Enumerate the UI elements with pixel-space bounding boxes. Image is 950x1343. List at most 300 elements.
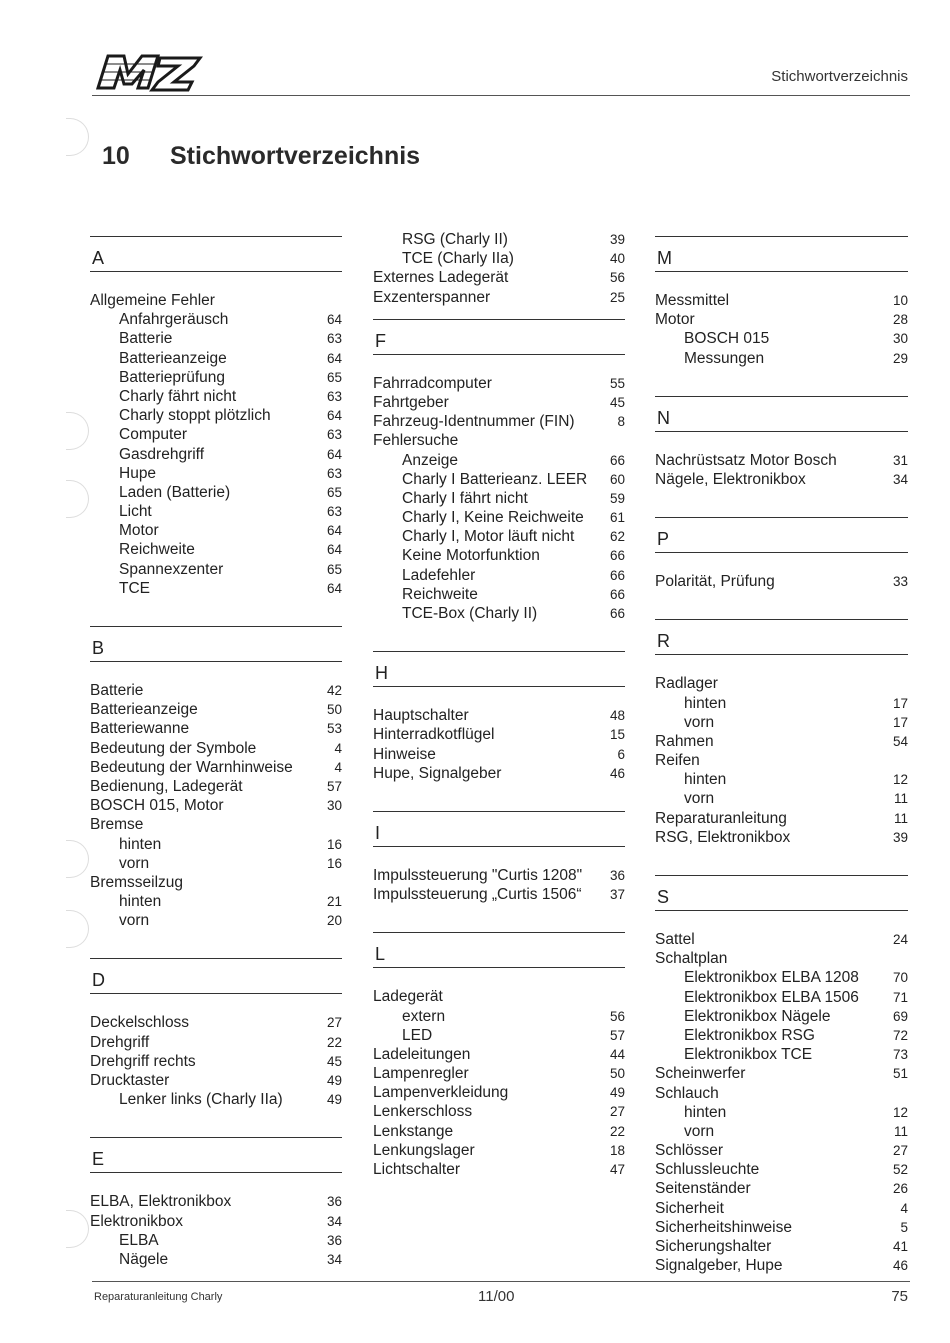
entry-term: Impulssteuerung "Curtis 1208" — [373, 866, 583, 884]
entry-page: 50 — [609, 1066, 625, 1082]
entry-term: Allgemeine Fehler — [90, 292, 215, 309]
index-entry — [90, 758, 342, 777]
footer-divider — [92, 1281, 910, 1282]
index-subentry — [373, 470, 625, 489]
entry-page: 27 — [609, 1104, 625, 1120]
entry-term: Messungen — [684, 349, 765, 367]
entry-term: vorn — [119, 854, 150, 872]
entry-term: Reichweite — [402, 585, 478, 603]
index-subentry — [90, 579, 342, 598]
entry-term: Schlauch — [655, 1084, 719, 1102]
entry-page: 64 — [326, 542, 342, 558]
index-subentry — [373, 249, 625, 268]
footer-date: 11/00 — [478, 1288, 515, 1305]
index-subentry — [90, 1090, 342, 1109]
chapter-heading — [102, 142, 420, 171]
entry-page: 11 — [893, 1123, 908, 1139]
entry-page: 66 — [609, 606, 625, 621]
entry-page: 57 — [609, 1027, 625, 1043]
index-subentry — [90, 329, 342, 348]
entry-term: Lichtschalter — [373, 1161, 461, 1178]
index-subentry — [373, 451, 625, 470]
entry-term: Charly I, Motor läuft nicht — [402, 528, 575, 546]
entry-page: 63 — [326, 388, 342, 404]
index-column-3 — [655, 228, 908, 1295]
index-subentry — [373, 489, 625, 508]
entry-term: Batteriewanne — [90, 720, 190, 738]
entry-page: 5 — [900, 1219, 908, 1235]
entry-term: Drucktaster — [90, 1072, 170, 1089]
index-entry — [373, 725, 625, 744]
punch-hole — [66, 910, 89, 948]
entry-term: vorn — [119, 912, 150, 930]
entry-page: 49 — [609, 1085, 625, 1101]
index-section — [655, 236, 908, 368]
index-section — [373, 651, 625, 783]
index-entry — [655, 674, 908, 693]
index-subentry — [655, 694, 908, 713]
section-letter-header — [655, 517, 908, 553]
entry-page: 34 — [326, 1251, 342, 1267]
section-letter-header — [655, 619, 908, 655]
index-section — [90, 626, 342, 930]
entry-page: 39 — [892, 829, 908, 845]
entry-term: RSG, Elektronikbox — [655, 828, 791, 846]
entry-term: Signalgeber, Hupe — [655, 1257, 783, 1275]
index-entry — [90, 873, 342, 892]
section-letter-header — [373, 319, 625, 355]
entry-term: Batterieanzeige — [90, 701, 198, 719]
index-entry — [655, 1064, 908, 1083]
entry-page: 8 — [617, 414, 625, 430]
entry-term: Deckelschloss — [90, 1014, 190, 1032]
index-subentry — [655, 1122, 908, 1141]
index-subentry — [373, 546, 625, 565]
section-letter: D — [92, 970, 105, 991]
section-letter: I — [375, 822, 381, 843]
entry-page: 63 — [326, 465, 342, 481]
entry-page: 36 — [326, 1194, 342, 1210]
entry-term: Polarität, Prüfung — [655, 573, 775, 591]
entry-term: Fahrtgeber — [373, 393, 449, 411]
index-subentry — [90, 310, 342, 329]
entry-page: 47 — [609, 1162, 625, 1177]
entry-page: 22 — [326, 1034, 342, 1050]
entry-page: 30 — [326, 798, 342, 814]
entry-term: Bremsseilzug — [90, 873, 184, 891]
entry-term: Spannexzenter — [119, 560, 224, 578]
entry-page: 25 — [609, 289, 625, 305]
index-subentry — [373, 527, 625, 546]
entry-term: Radlager — [655, 675, 718, 693]
index-entry — [373, 1064, 625, 1083]
index-subentry — [655, 349, 908, 368]
entry-page: 66 — [609, 548, 625, 564]
index-subentry — [90, 892, 342, 911]
entry-term: Lenkungslager — [373, 1141, 475, 1159]
index-section — [90, 1137, 342, 1269]
index-entry — [655, 828, 908, 847]
entry-page: 63 — [326, 427, 342, 443]
entry-page: 46 — [609, 765, 625, 781]
entry-term: Nägele — [119, 1250, 169, 1268]
entry-term: TCE (Charly IIa) — [402, 250, 514, 268]
entry-page: 30 — [892, 331, 908, 347]
index-entry — [90, 1192, 342, 1211]
index-entry — [90, 1013, 342, 1032]
index-column-2 — [373, 228, 625, 1199]
entry-term: BOSCH 015, Motor — [90, 797, 224, 815]
index-subentry — [90, 911, 342, 930]
entry-term: Elektronikbox TCE — [684, 1046, 813, 1064]
section-letter-header — [373, 811, 625, 847]
punch-hole — [66, 480, 89, 518]
entry-page: 4 — [900, 1200, 908, 1216]
entry-term: Bedienung, Ladegerät — [90, 777, 243, 795]
entry-page: 64 — [326, 580, 342, 596]
index-section — [90, 958, 342, 1109]
entry-page: 31 — [892, 452, 908, 468]
entry-page: 33 — [892, 574, 908, 590]
index-entry — [655, 1237, 908, 1256]
entry-page — [603, 431, 625, 450]
index-entry — [90, 1052, 342, 1071]
entry-term: Lampenregler — [373, 1065, 469, 1083]
index-entry — [373, 1045, 625, 1064]
entry-page: 12 — [892, 772, 908, 788]
index-entry — [373, 706, 625, 725]
chapter-number: 10 — [102, 142, 130, 170]
continued-entries — [373, 230, 625, 307]
index-entry — [373, 1141, 625, 1160]
section-letter: S — [657, 887, 670, 907]
entry-page: 29 — [892, 350, 908, 366]
entry-term: hinten — [119, 893, 162, 911]
entry-page: 66 — [609, 586, 625, 602]
page-number: 75 — [891, 1288, 908, 1305]
entry-term: Batterieanzeige — [119, 349, 227, 367]
section-letter-header — [655, 236, 908, 272]
header-title: Stichwortverzeichnis — [771, 68, 908, 85]
entry-term: RSG (Charly II) — [402, 231, 508, 248]
index-entry — [373, 866, 625, 885]
entry-page: 28 — [892, 312, 908, 328]
entry-term: Lenkstange — [373, 1122, 454, 1140]
section-letter: H — [375, 663, 388, 684]
entry-term: Lenkerschloss — [373, 1103, 473, 1121]
entry-term: Reparaturanleitung — [655, 809, 787, 827]
entry-page: 17 — [892, 695, 908, 711]
section-letter-header — [90, 958, 342, 994]
entry-page: 45 — [609, 394, 625, 410]
entry-term: Sicherheit — [655, 1199, 724, 1217]
entry-page — [886, 751, 908, 770]
index-entry — [655, 1199, 908, 1218]
entry-term: Rahmen — [655, 732, 714, 750]
section-letter-header — [90, 236, 342, 272]
index-subentry — [90, 425, 342, 444]
index-section — [90, 236, 342, 598]
section-letter-header — [655, 875, 908, 911]
index-entry — [655, 1084, 908, 1103]
entry-term: Elektronikbox Nägele — [684, 1007, 831, 1025]
entry-page: 39 — [609, 232, 625, 247]
index-entry — [373, 1083, 625, 1102]
entry-term: TCE-Box (Charly II) — [402, 605, 538, 622]
entry-page: 4 — [334, 740, 342, 756]
index-entry — [655, 310, 908, 329]
entry-page: 71 — [892, 989, 908, 1005]
entry-term: Nägele, Elektronikbox — [655, 470, 806, 488]
index-subentry — [90, 1250, 342, 1269]
entry-term: Exzenterspanner — [373, 288, 491, 306]
entry-page: 48 — [609, 708, 625, 724]
entry-page: 46 — [892, 1258, 908, 1274]
index-subentry — [373, 508, 625, 527]
index-entry — [90, 700, 342, 719]
entry-term: vorn — [684, 713, 715, 731]
index-entry — [655, 930, 908, 949]
index-entry — [373, 1102, 625, 1121]
entry-page — [320, 873, 342, 892]
entry-page: 12 — [892, 1104, 908, 1120]
chapter-title: Stichwortverzeichnis — [170, 142, 421, 170]
entry-term: Licht — [119, 503, 152, 521]
section-letter-header — [655, 396, 908, 432]
index-subentry — [90, 1231, 342, 1250]
entry-page: 26 — [892, 1181, 908, 1197]
entry-page: 56 — [609, 1008, 625, 1024]
entry-term: vorn — [684, 1122, 715, 1140]
index-entry — [373, 268, 625, 287]
entry-term: Gasdrehgriff — [119, 445, 205, 463]
entry-page: 62 — [609, 529, 625, 545]
index-entry — [90, 777, 342, 796]
index-entry — [655, 1218, 908, 1237]
entry-page: 21 — [326, 894, 342, 910]
entry-term: Nachrüstsatz Motor Bosch — [655, 451, 837, 469]
entry-term: hinten — [684, 1103, 727, 1121]
entry-page — [886, 949, 908, 968]
section-letter: A — [92, 248, 105, 268]
section-letter: E — [92, 1149, 105, 1170]
entry-page: 64 — [326, 408, 342, 424]
index-section — [373, 932, 625, 1179]
entry-term: Externes Ladegerät — [373, 269, 509, 287]
index-section — [655, 619, 908, 847]
entry-page: 69 — [892, 1008, 908, 1024]
entry-page: 36 — [326, 1232, 342, 1248]
entry-page: 40 — [609, 251, 625, 267]
section-letter: B — [92, 638, 105, 658]
entry-page: 37 — [609, 887, 625, 903]
entry-page: 15 — [609, 727, 625, 743]
entry-page: 55 — [609, 375, 625, 391]
index-entry — [373, 1160, 625, 1179]
section-letter-header — [373, 932, 625, 968]
index-entry — [655, 751, 908, 770]
entry-page: 16 — [326, 836, 342, 852]
entry-page: 53 — [326, 721, 342, 737]
index-entry — [373, 745, 625, 764]
entry-term: hinten — [684, 694, 727, 712]
index-subentry — [655, 770, 908, 789]
entry-page: 49 — [326, 1073, 342, 1088]
index-entry — [90, 815, 342, 834]
entry-term: ELBA — [119, 1231, 159, 1249]
index-subentry — [90, 483, 342, 502]
index-entry — [90, 719, 342, 738]
index-entry — [90, 681, 342, 700]
index-subentry — [655, 988, 908, 1007]
index-section — [373, 319, 625, 623]
index-entry — [90, 1212, 342, 1231]
entry-page: 42 — [326, 683, 342, 698]
entry-term: Bedeutung der Warnhinweise — [90, 758, 293, 776]
entry-page: 56 — [609, 270, 625, 286]
entry-page: 61 — [609, 510, 625, 526]
index-column-1 — [90, 228, 342, 1289]
entry-page: 49 — [326, 1092, 342, 1108]
entry-term: Charly fährt nicht — [119, 387, 237, 405]
index-subentry — [90, 464, 342, 483]
entry-term: Motor — [119, 522, 159, 540]
entry-term: Fahrzeug-Identnummer (FIN) — [373, 413, 575, 431]
entry-term: Batterie — [119, 330, 173, 348]
entry-term: Lampenverkleidung — [373, 1084, 509, 1102]
index-subentry — [90, 387, 342, 406]
entry-term: Charly stoppt plötzlich — [119, 407, 271, 425]
index-entry — [655, 291, 908, 310]
entry-term: Charly I Batterieanz. LEER — [402, 470, 588, 488]
entry-term: Scheinwerfer — [655, 1065, 746, 1083]
section-letter: M — [657, 248, 672, 268]
punch-hole — [66, 1210, 89, 1248]
entry-term: Ladefehler — [402, 566, 476, 584]
index-subentry — [655, 713, 908, 732]
index-entry — [373, 764, 625, 783]
index-entry — [373, 1122, 625, 1141]
index-entry — [90, 291, 342, 310]
mz-logo — [94, 50, 204, 92]
entry-page: 54 — [892, 733, 908, 749]
index-entry — [373, 374, 625, 393]
entry-term: Sicherheitshinweise — [655, 1218, 792, 1236]
index-entry — [90, 796, 342, 815]
punch-hole — [66, 118, 89, 156]
entry-term: Ladegerät — [373, 988, 443, 1006]
index-subentry — [655, 968, 908, 987]
entry-page — [320, 815, 342, 834]
section-letter-header — [90, 1137, 342, 1173]
entry-term: Anfahrgeräusch — [119, 311, 229, 329]
index-subentry — [373, 230, 625, 249]
entry-term: Batterie — [90, 682, 144, 699]
entry-term: Reichweite — [119, 541, 195, 559]
entry-page: 64 — [326, 312, 342, 328]
entry-term: Lenker links (Charly IIa) — [119, 1091, 283, 1109]
entry-page: 4 — [334, 759, 342, 775]
index-entry — [655, 1141, 908, 1160]
entry-term: Motor — [655, 311, 695, 329]
index-subentry — [90, 854, 342, 873]
index-subentry — [90, 368, 342, 387]
index-subentry — [373, 604, 625, 623]
entry-term: Hupe, Signalgeber — [373, 764, 502, 782]
entry-term: Hauptschalter — [373, 707, 469, 725]
index-subentry — [655, 1007, 908, 1026]
entry-page: 65 — [326, 369, 342, 385]
index-subentry — [90, 835, 342, 854]
index-subentry — [655, 329, 908, 348]
entry-page: 6 — [617, 746, 625, 762]
section-letter-header — [90, 626, 342, 662]
entry-term: Elektronikbox — [90, 1212, 184, 1230]
index-section — [373, 811, 625, 904]
entry-term: Elektronikbox ELBA 1208 — [684, 969, 859, 987]
index-subentry — [90, 502, 342, 521]
entry-page: 63 — [326, 504, 342, 520]
index-entry — [373, 288, 625, 307]
entry-term: Drehgriff — [90, 1033, 150, 1051]
entry-term: Bedeutung der Symbole — [90, 739, 257, 757]
entry-page: 52 — [892, 1162, 908, 1178]
index-entry — [90, 1071, 342, 1090]
index-entry — [373, 412, 625, 431]
index-subentry — [373, 585, 625, 604]
index-subentry — [373, 1026, 625, 1045]
index-entry — [373, 885, 625, 904]
index-subentry — [655, 1045, 908, 1064]
entry-page: 16 — [326, 855, 342, 871]
index-subentry — [90, 521, 342, 540]
header-divider — [92, 95, 910, 96]
entry-term: extern — [402, 1007, 446, 1025]
entry-term: vorn — [684, 790, 715, 808]
index-entry — [655, 1179, 908, 1198]
entry-term: Fahrradcomputer — [373, 374, 492, 392]
index-section — [655, 396, 908, 489]
entry-term: Ladeleitungen — [373, 1045, 471, 1063]
index-subentry — [90, 406, 342, 425]
entry-page — [886, 1084, 908, 1103]
index-entry — [655, 451, 908, 470]
entry-page: 34 — [892, 471, 908, 487]
entry-term: TCE — [119, 579, 150, 597]
entry-page — [886, 674, 908, 693]
entry-page: 17 — [892, 714, 908, 730]
entry-page: 64 — [326, 446, 342, 462]
entry-term: Seitenständer — [655, 1180, 751, 1198]
entry-page: 57 — [326, 778, 342, 794]
entry-term: Elektronikbox ELBA 1506 — [684, 988, 859, 1006]
index-subentry — [655, 1026, 908, 1045]
entry-page: 65 — [326, 484, 342, 500]
section-letter-header — [373, 651, 625, 687]
entry-page: 44 — [609, 1046, 625, 1062]
entry-term: Sattel — [655, 931, 695, 948]
entry-term: ELBA, Elektronikbox — [90, 1193, 232, 1211]
section-letter: R — [657, 631, 670, 652]
entry-page: 51 — [892, 1066, 908, 1082]
entry-term: Messmittel — [655, 292, 730, 309]
entry-page: 11 — [893, 791, 908, 807]
index-entry — [373, 431, 625, 450]
entry-term: Charly I fährt nicht — [402, 489, 528, 507]
entry-page: 10 — [892, 293, 908, 308]
entry-page: 36 — [609, 867, 625, 883]
entry-page: 27 — [326, 1015, 342, 1031]
